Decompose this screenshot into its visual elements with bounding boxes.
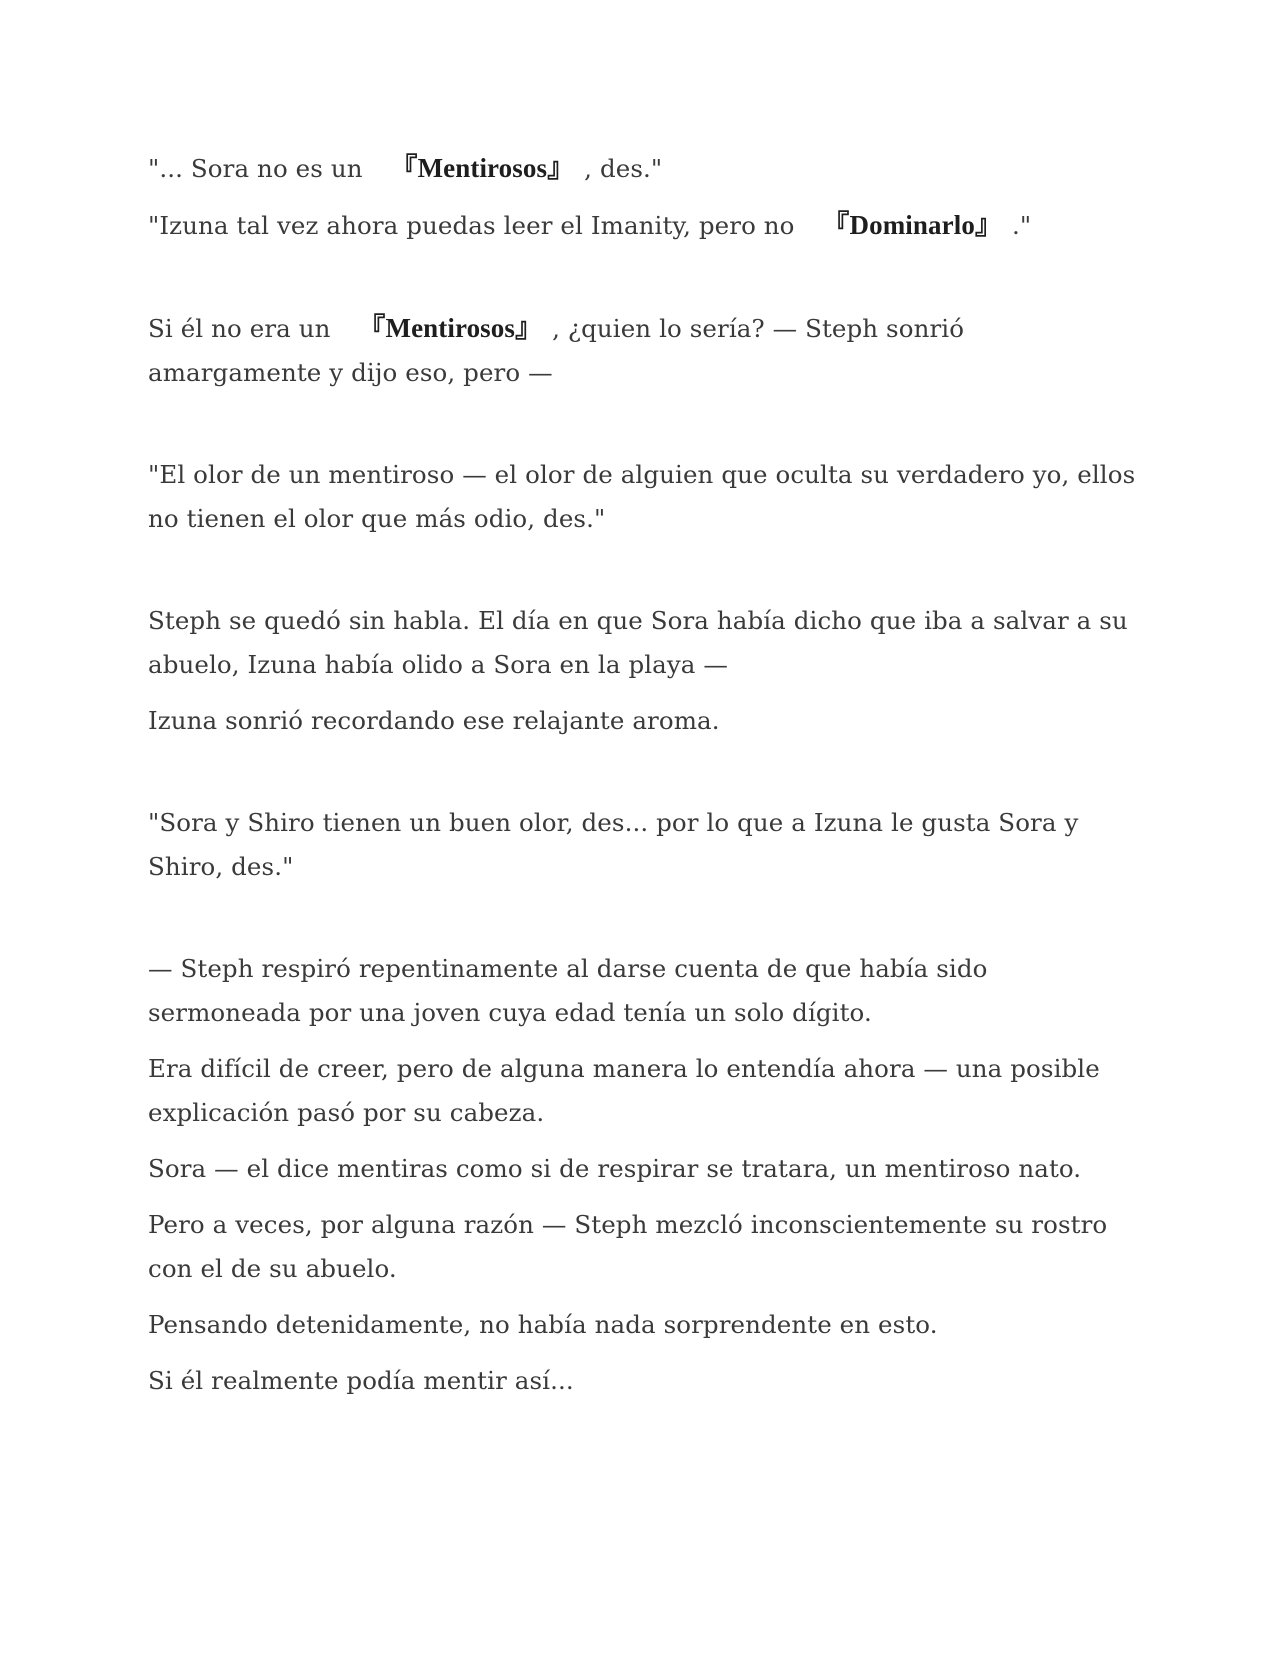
paragraph-11: Pero a veces, por alguna razón — Steph mezcló inconscientemente su rostro con el de su abuelo. — [148, 1210, 1108, 1283]
paragraph-5: Steph se quedó sin habla. El día en que Sora había dicho que iba a salvar a su abuelo, Izuna había olido a Sora en la playa — — [148, 606, 1128, 679]
paragraph-12: Pensando detenidamente, no había nada sorprendente en esto. — [148, 1310, 938, 1339]
paragraph-1-text-end: , des." — [584, 154, 663, 183]
body-text — [148, 146, 1138, 1403]
paragraph-3-text-end: , ¿quien lo sería? — Steph sonrió amargamente y dijo eso, pero — — [148, 314, 965, 387]
paragraph-6: Izuna sonrió recordando ese relajante aroma. — [148, 706, 720, 735]
paragraph-13: Si él realmente podía mentir así... — [148, 1366, 574, 1395]
emphasized-term: 『Mentirosos』 — [358, 313, 543, 343]
paragraph-1 — [148, 146, 1138, 191]
paragraph-2-text: "Izuna tal vez ahora puedas leer el Imanity, pero no — [148, 211, 803, 240]
paragraph-7: "Sora y Shiro tienen un buen olor, des... por lo que a Izuna le gusta Sora y Shiro, des." — [148, 808, 1079, 881]
paragraph-1-text: "... Sora no es un — [148, 154, 371, 183]
paragraph-4: "El olor de un mentiroso — el olor de alguien que oculta su verdadero yo, ellos no tienen el olor que más odio, des." — [148, 460, 1136, 533]
paragraph-9: Era difícil de creer, pero de alguna manera lo entendía ahora — una posible explicación pasó por su cabeza. — [148, 1054, 1100, 1127]
paragraph-8: — Steph respiró repentinamente al darse cuenta de que había sido sermoneada por una joven cuya edad tenía un solo dígito. — [148, 954, 988, 1027]
paragraph-2 — [148, 203, 1138, 248]
paragraph-3-text: Si él no era un — [148, 314, 339, 343]
emphasized-term: 『Dominarlo』 — [822, 210, 1003, 240]
paragraph-3 — [148, 306, 1138, 395]
paragraph-2-text-end: ." — [1012, 211, 1032, 240]
paragraph-10: Sora — el dice mentiras como si de respirar se tratara, un mentiroso nato. — [148, 1154, 1082, 1183]
emphasized-term: 『Mentirosos』 — [390, 153, 575, 183]
